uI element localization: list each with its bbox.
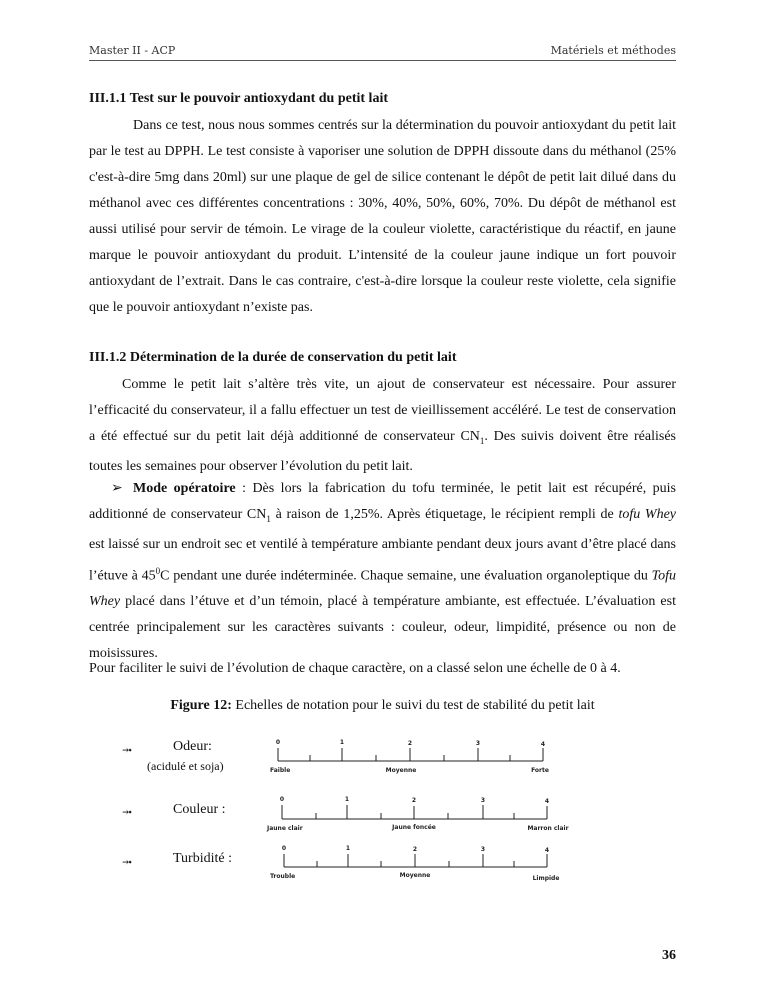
scale-arrow-icon: ⤞ [122, 805, 133, 819]
tick-label-3: 3 [475, 740, 481, 747]
bullet-italic-1: tofu Whey [618, 507, 677, 522]
scale-mid-label: Jaune foncée [392, 824, 436, 831]
tick-label-3: 3 [480, 846, 486, 853]
tick-label-2: 2 [411, 797, 417, 804]
tick-label-2: 2 [407, 740, 413, 747]
couleur-scale [264, 793, 569, 849]
scale-sublabel-odeur: (acidulé et soja) [147, 759, 224, 773]
scale-high-label: Limpide [532, 875, 560, 882]
scale-mid-label: Moyenne [385, 767, 417, 774]
scale-label-turbidite: Turbidité : [173, 851, 232, 866]
odeur-scale [264, 736, 564, 792]
paragraph-text-2: . Des suivis doivent être réalisés toutes les semaines pour observer l’évolution du petit lait. [89, 429, 676, 474]
bullet-text-1: : Dès lors la fabrication du tofu terminée, le petit lait est récupéré, puis additionné de conservateur CN [89, 481, 676, 522]
tick-label-1: 1 [345, 845, 351, 852]
tick-label-1: 1 [344, 796, 350, 803]
turbidite-scale [264, 842, 564, 898]
section-1-paragraph: Dans ce test, nous nous sommes centrés sur la détermination du pouvoir antioxydant du petit lait par le test au DPPH. Le test consiste à vaporiser une solution de DPPH dissoute dans du méthanol (25% c'est-à-dire 5mg dans 20ml) sur une plaque de gel de silice contenant le dépôt de petit lait dilué dans du méthanol avec ces différentes concentrations : 30%, 40%, 50%, 60%, 70%. Du dépôt de méthanol est aussi utilisé pour servir de témoin. Le virage de la couleur violette, caractéristique du réactif, en jaune marque le pouvoir antioxydant du produit. L’intensité de la couleur jaune indique un fort pouvoir antioxydant de l’extrait. Dans le cas contraire, c'est-à-dire lorsque la couleur reste violette, cela signifie que le pouvoir antioxydant n’existe pas. [89, 118, 676, 315]
tick-label-3: 3 [480, 797, 486, 804]
figure-label: Figure 12: [170, 698, 232, 713]
header-right: Matériels et méthodes [550, 44, 676, 57]
tick-label-2: 2 [412, 846, 418, 853]
scale-label-couleur: Couleur : [173, 802, 226, 817]
tick-label-0: 0 [281, 845, 287, 852]
tick-label-0: 0 [275, 739, 281, 746]
tick-label-4: 4 [544, 798, 550, 805]
bullet-italic-2: Tofu Whey [89, 568, 676, 610]
scale-label-odeur: Odeur: [173, 739, 212, 754]
tick-label-0: 0 [279, 796, 285, 803]
bullet-text-2: à raison de 1,25%. Après étiquetage, le récipient rempli de [270, 507, 619, 522]
scale-arrow-icon: ⤞ [122, 855, 133, 869]
scale-low-label: Jaune clair [267, 825, 303, 832]
bullet-subscript: 1 [266, 513, 271, 524]
tick-label-4: 4 [540, 741, 546, 748]
closing-sentence: Pour faciliter le suivi de l’évolution de chaque caractère, on a classé selon une échelle de 0 à 4. [89, 661, 621, 676]
tick-label-4: 4 [544, 847, 550, 854]
bullet-arrow-icon: ➢ [111, 481, 123, 496]
bullet-title: Mode opératoire [133, 481, 236, 496]
bullet-paragraph [89, 476, 676, 667]
section-heading-2: III.1.2 Détermination de la durée de conservation du petit lait [89, 350, 457, 365]
section-2-paragraph [89, 372, 676, 480]
tick-label-1: 1 [339, 739, 345, 746]
subscript: 1 [479, 435, 485, 446]
scale-arrow-icon: ⤞ [122, 743, 133, 757]
bullet-text-3: est laissé sur un endroit sec et ventilé à température ambiante pendant deux jours avant d’être placé dans l’étuve à 45 [89, 536, 676, 584]
figure-caption [0, 698, 765, 714]
section-heading-1: III.1.1 Test sur le pouvoir antioxydant du petit lait [89, 91, 388, 106]
scale-low-label: Trouble [270, 873, 296, 880]
scale-high-label: Forte [531, 767, 549, 774]
page-header [89, 44, 676, 61]
figure-caption-text: Echelles de notation pour le suivi du test de stabilité du petit lait [231, 698, 595, 713]
bullet-superscript: 0 [155, 565, 161, 576]
paragraph-text-1: Comme le petit lait s’altère très vite, un ajout de conservateur est nécessaire. Pour assurer l’efficacité du conservateur, il a fallu effectuer un test de vieillissement accéléré. Le test de conservation a été effectué sur du petit lait déjà additionné de conservateur CN [89, 377, 676, 444]
scale-high-label: Marron clair [527, 825, 569, 832]
bullet-text-4: C pendant une durée indéterminée. Chaque semaine, une évaluation organoleptique du [160, 568, 652, 584]
bullet-text-5: placé dans l’étuve et d’un témoin, placé à température ambiante, est effectuée. L’évaluation est centrée principalement sur les caractères suivants : couleur, odeur, limpidité, présence ou non de moisissures. [89, 594, 676, 662]
page-number: 36 [662, 948, 676, 963]
header-left: Master II - ACP [89, 44, 176, 57]
scale-low-label: Faible [270, 767, 291, 774]
scale-mid-label: Moyenne [399, 872, 431, 879]
